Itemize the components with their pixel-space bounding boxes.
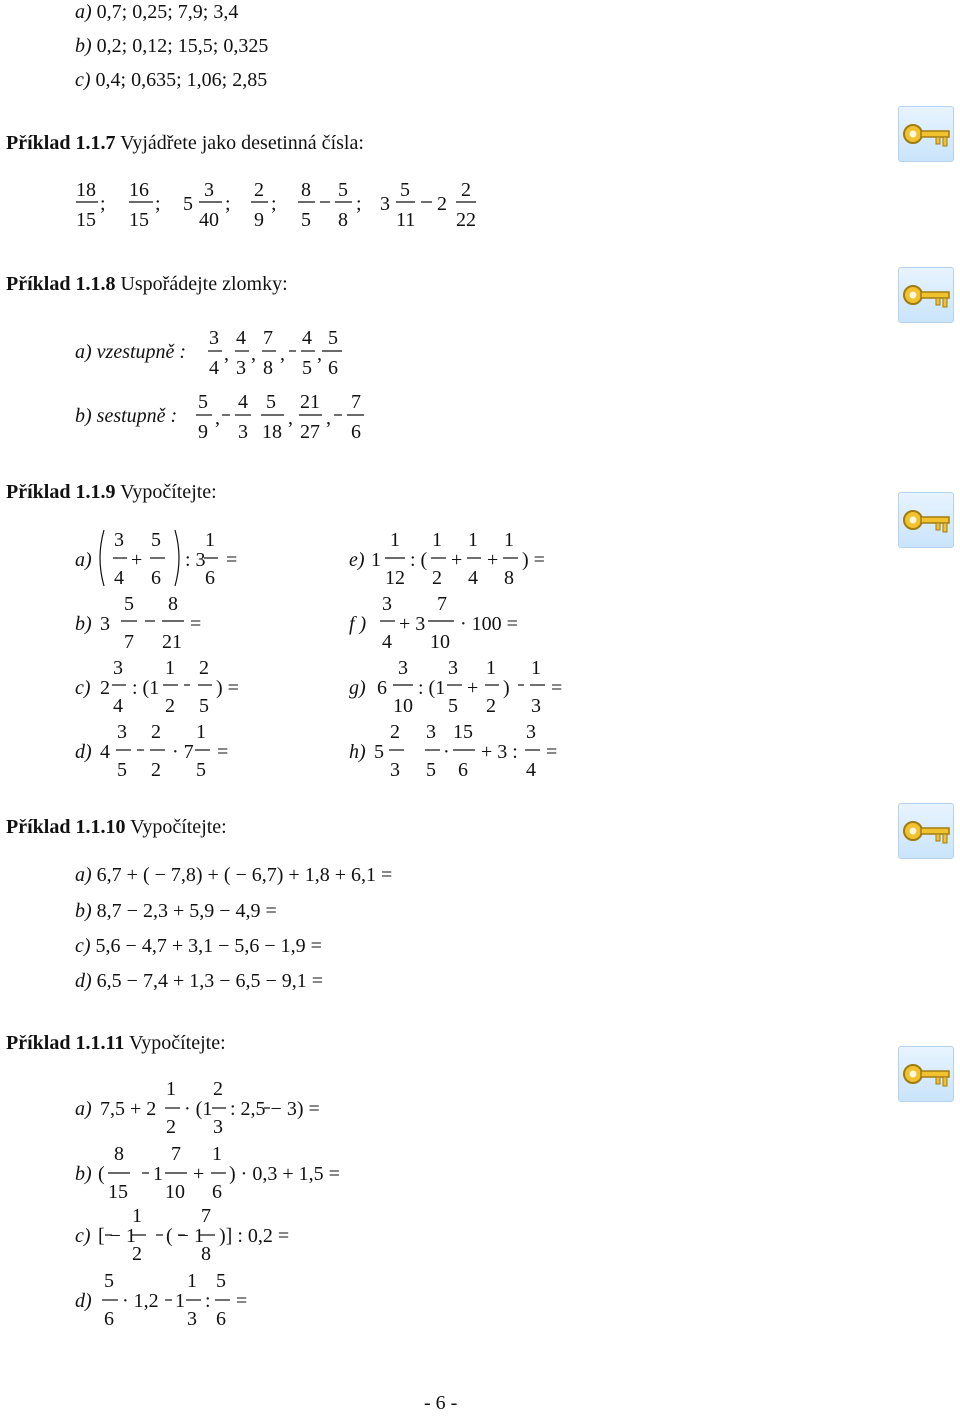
svg-text:,: , [326,407,331,429]
svg-text:15: 15 [108,1181,128,1203]
svg-text:4: 4 [113,695,123,717]
svg-text:3: 3 [531,695,541,717]
page-number: - 6 - [424,1392,458,1414]
svg-text:+: + [451,549,463,571]
svg-text:21: 21 [162,631,182,653]
svg-text:) · 0,3 + 1,5 =: ) · 0,3 + 1,5 = [229,1163,340,1185]
svg-text:3: 3 [187,1308,197,1330]
svg-text:5: 5 [151,529,161,551]
svg-text:6: 6 [104,1308,114,1330]
whole-number: 2 [437,193,447,215]
svg-text:3: 3 [448,657,458,679]
svg-text:4: 4 [382,631,392,653]
svg-text:1: 1 [165,657,175,679]
svg-text:2: 2 [132,1243,142,1265]
svg-text:6: 6 [458,759,468,781]
svg-text:8: 8 [114,1143,124,1165]
semicolon: ; [225,193,231,215]
expression-label-b: b) [75,613,92,635]
svg-text:=: = [236,1290,248,1312]
svg-text:8: 8 [201,1243,211,1265]
numerator: 4 [236,327,246,349]
expression-label-d: d) [75,1290,92,1312]
row-label-b: b) sestupně : [75,405,178,427]
expression-label-a: a) [75,1098,92,1120]
svg-text:5: 5 [124,593,134,615]
svg-text:1: 1 [486,657,496,679]
numerator: 7 [263,327,273,349]
numerator: 7 [351,391,361,413]
svg-text:): ) [503,677,510,699]
svg-text:5: 5 [104,1270,114,1292]
denominator: 8 [263,357,273,379]
svg-text:: (: : ( [410,549,428,571]
svg-text:4: 4 [114,567,124,589]
denominator: 8 [338,209,348,231]
svg-text:2: 2 [151,759,161,781]
list-item-c: c) 0,4; 0,635; 1,06; 2,85 [75,69,268,91]
svg-text:1: 1 [205,529,215,551]
numerator: 5 [400,179,410,201]
numerator: 4 [302,327,312,349]
svg-text:6: 6 [205,567,215,589]
svg-text:2: 2 [213,1078,223,1100]
svg-text:2: 2 [100,677,110,699]
fractions-row-117 [0,170,960,250]
svg-text:(: ( [98,1163,105,1185]
denominator: 4 [209,357,219,379]
expression-row-a: a) 6,7 + ( − 7,8) + ( − 6,7) + 1,8 + 6,1 = [75,864,393,886]
svg-text:3: 3 [426,721,436,743]
svg-text:15: 15 [453,721,473,743]
svg-text:1: 1 [432,529,442,551]
svg-text:3: 3 [382,593,392,615]
svg-text:7: 7 [201,1205,211,1227]
svg-text:8: 8 [504,567,514,589]
svg-text:· 100 =: · 100 = [460,613,518,635]
expression-row-d: d) 6,5 − 7,4 + 1,3 − 6,5 − 9,1 = [75,970,324,992]
svg-text:) =: ) = [522,549,545,571]
expressions-119 [0,520,960,790]
numerator: 5 [328,327,338,349]
svg-text:,: , [224,343,229,365]
numerator: 4 [238,391,248,413]
svg-text:1: 1 [212,1143,222,1165]
expression-label-c: c) [75,1225,91,1247]
numerator: 8 [301,179,311,201]
key-icon[interactable] [898,803,954,859]
denominator: 15 [129,209,149,231]
svg-text:3: 3 [398,657,408,679]
svg-text:1: 1 [468,529,478,551]
whole-number: 3 [380,193,390,215]
svg-text:1: 1 [132,1205,142,1227]
denominator: 18 [262,421,282,443]
key-icon[interactable] [898,106,954,162]
svg-text:,: , [215,407,220,429]
example-heading-1110: Příklad 1.1.10 Vypočítejte: [6,816,227,838]
svg-text:=: = [190,613,202,635]
semicolon: ; [271,193,277,215]
svg-text:1: 1 [175,1290,185,1312]
svg-text:1: 1 [371,549,381,571]
svg-text:,: , [288,407,293,429]
svg-text:+ 3: + 3 [399,613,426,635]
numerator: 5 [198,391,208,413]
semicolon: ; [155,193,161,215]
svg-text:1: 1 [153,1163,163,1185]
list-item-a: a) 0,7; 0,25; 7,9; 3,4 [75,1,239,23]
expression-label-f: f ) [349,613,367,635]
svg-text:5: 5 [117,759,127,781]
example-heading-1111: Příklad 1.1.11 Vypočítejte: [6,1032,226,1054]
svg-text:+: + [467,677,479,699]
svg-text:2: 2 [165,695,175,717]
denominator: 5 [302,357,312,379]
svg-text:·: · [443,741,450,763]
svg-text:) =: ) = [216,677,239,699]
numerator: 5 [266,391,276,413]
svg-text:· (1: · (1 [184,1098,213,1120]
svg-text:2: 2 [199,657,209,679]
svg-text:,: , [317,343,322,365]
svg-text:=: = [546,741,558,763]
svg-text:( − 1: ( − 1 [166,1225,204,1247]
numerator: 18 [76,179,96,201]
list-item-b: b) 0,2; 0,12; 15,5; 0,325 [75,35,269,57]
whole-number: 5 [183,193,193,215]
svg-text:10: 10 [165,1181,185,1203]
svg-text:3: 3 [213,1116,223,1138]
expression-label-a: a) [75,549,92,571]
svg-text:1: 1 [504,529,514,551]
svg-text:3: 3 [390,759,400,781]
svg-text:5: 5 [448,695,458,717]
denominator: 5 [301,209,311,231]
svg-text:4: 4 [526,759,536,781]
svg-text:3: 3 [100,613,110,635]
expression-label-d: d) [75,741,92,763]
svg-text:+ 3 :: + 3 : [481,741,518,763]
svg-text:5: 5 [426,759,436,781]
svg-text:)] : 0,2 =: )] : 0,2 = [219,1225,290,1247]
svg-text:=: = [217,741,229,763]
example-heading-118: Příklad 1.1.8 Uspořádejte zlomky: [6,273,288,295]
svg-text:1: 1 [187,1270,197,1292]
row-label-a: a) vzestupně : [75,341,187,363]
svg-text:· 1,2: · 1,2 [122,1290,159,1312]
svg-text:+: + [487,549,499,571]
expression-label-c: c) [75,677,91,699]
numerator: 3 [204,179,214,201]
ordering-fractions-118 [0,318,960,458]
svg-text:: (1: : (1 [418,677,446,699]
svg-text:4: 4 [468,567,478,589]
svg-text:5: 5 [199,695,209,717]
svg-text:[ − 1: [ − 1 [98,1225,136,1247]
svg-text:7,5 + 2: 7,5 + 2 [100,1098,157,1120]
svg-text:4: 4 [100,741,110,763]
numerator: 16 [129,179,149,201]
semicolon: ; [356,193,362,215]
svg-text:7: 7 [171,1143,181,1165]
key-icon[interactable] [898,267,954,323]
svg-text:: 2,5 − 3) =: : 2,5 − 3) = [230,1098,320,1120]
numerator: 21 [300,391,320,413]
svg-text:10: 10 [430,631,450,653]
expressions-1111 [0,1075,960,1345]
svg-text:1: 1 [166,1078,176,1100]
expression-label-e: e) [349,549,365,571]
svg-text:=: = [226,549,238,571]
svg-text:=: = [551,677,563,699]
svg-text:+: + [131,549,143,571]
example-heading-119: Příklad 1.1.9 Vypočítejte: [6,481,217,503]
denominator: 9 [254,209,264,231]
svg-text:: 3: : 3 [185,549,206,571]
expression-row-c: c) 5,6 − 4,7 + 3,1 − 5,6 − 1,9 = [75,935,322,957]
svg-text:6: 6 [216,1308,226,1330]
svg-text:+: + [193,1163,205,1185]
svg-text:3: 3 [114,529,124,551]
numerator: 2 [461,179,471,201]
svg-text:· 7: · 7 [172,741,194,763]
svg-text:12: 12 [385,567,405,589]
denominator: 15 [76,209,96,231]
svg-text:1: 1 [531,657,541,679]
expression-label-h: h) [349,741,366,763]
svg-text:1: 1 [196,721,206,743]
svg-text:2: 2 [151,721,161,743]
denominator: 11 [396,209,416,231]
svg-text:6: 6 [377,677,387,699]
svg-text:10: 10 [393,695,413,717]
denominator: 6 [351,421,361,443]
svg-text:2: 2 [432,567,442,589]
expression-label-g: g) [349,677,366,699]
svg-text:2: 2 [486,695,496,717]
svg-text:2: 2 [166,1116,176,1138]
numerator: 5 [338,179,348,201]
numerator: 3 [209,327,219,349]
svg-text:5: 5 [374,741,384,763]
svg-text:6: 6 [212,1181,222,1203]
svg-text:6: 6 [151,567,161,589]
svg-text:7: 7 [437,593,447,615]
denominator: 3 [236,357,246,379]
denominator: 40 [199,209,219,231]
svg-text:,: , [251,343,256,365]
expression-row-b: b) 8,7 − 2,3 + 5,9 − 4,9 = [75,900,277,922]
svg-text:5: 5 [216,1270,226,1292]
denominator: 9 [198,421,208,443]
denominator: 27 [300,421,320,443]
expression-label-b: b) [75,1163,92,1185]
svg-text:: (1: : (1 [132,677,160,699]
denominator: 3 [238,421,248,443]
svg-text:,: , [280,343,285,365]
denominator: 6 [328,357,338,379]
example-heading-117: Příklad 1.1.7 Vyjádřete jako desetinná čísla: [6,132,364,154]
svg-text::: : [205,1290,211,1312]
svg-text:3: 3 [117,721,127,743]
svg-text:7: 7 [124,631,134,653]
svg-text:2: 2 [390,721,400,743]
numerator: 2 [254,179,264,201]
svg-text:5: 5 [196,759,206,781]
svg-text:8: 8 [168,593,178,615]
svg-text:3: 3 [526,721,536,743]
semicolon: ; [100,193,106,215]
svg-text:1: 1 [390,529,400,551]
svg-text:3: 3 [113,657,123,679]
denominator: 22 [456,209,476,231]
